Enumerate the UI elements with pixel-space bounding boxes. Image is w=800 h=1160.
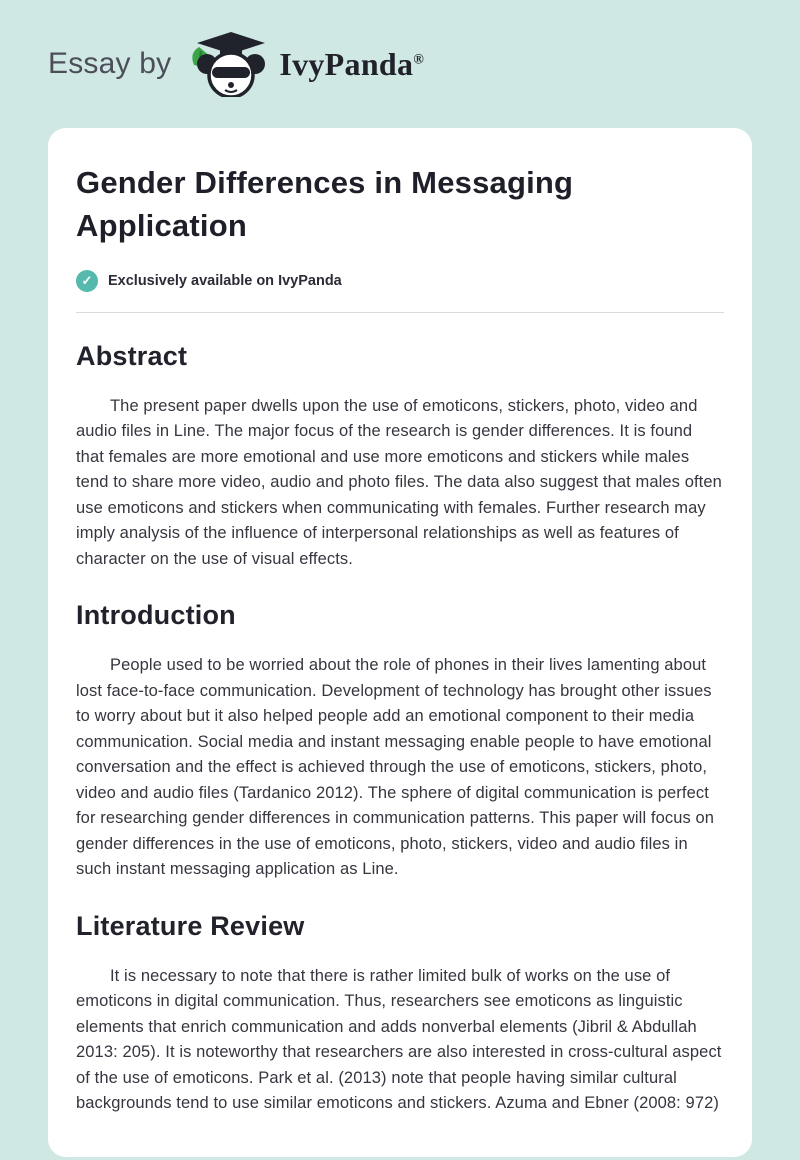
section-literature-review: [76, 911, 724, 1117]
ivypanda-logo: [187, 31, 424, 97]
section-heading-abstract: Abstract: [76, 340, 188, 371]
availability-badge-label: Exclusively available on IvyPanda: [108, 272, 342, 289]
registered-mark: ®: [413, 51, 425, 67]
abstract-paragraph: The present paper dwells upon the use of emoticons, stickers, photo, video and audio files in Line. The major focus of the research is gender differences. It is found that females are more emotional and use more emoticons and stickers while males tend to share more video, audio and photo files. The data also suggest that males often use emoticons and stickers when communicating with females. Further research may imply analysis of the influence of interpersonal relationships as well as features of character on the use of visual effects.: [76, 396, 722, 568]
checkmark-icon: ✓: [76, 270, 98, 292]
section-heading-literature-review: Literature Review: [76, 910, 305, 941]
essay-card: [48, 128, 752, 1157]
divider: [76, 312, 724, 313]
page-title: Gender Differences in Messaging Application: [76, 165, 574, 243]
site-header: [0, 0, 800, 128]
section-abstract: [76, 341, 724, 573]
literature-review-paragraph: It is necessary to note that there is rather limited bulk of works on the use of emoticons in digital communication. Thus, researchers see emoticons as linguistic elements that enrich communication and adds nonverbal elements (Jibril & Abdullah 2013: 205). It is noteworthy that researchers are also interested in cross-cultural aspect of the use of emoticons. Park et al. (2013) note that people having similar cultural backgrounds tend to use similar emoticons and stickers. Azuma and Ebner (2008: 972): [76, 966, 722, 1113]
header-prefix: Essay by: [48, 47, 172, 80]
availability-badge: [76, 270, 724, 292]
introduction-paragraph: People used to be worried about the role of phones in their lives lamenting about lost face-to-face communication. Development of technology has brought other issues to worry about but it also helped people add an emotional component to their media communication. Social media and instant messaging enable people to have emotional conversation and the effect is achieved through the use of emoticons, stickers, photo, video and audio files (Tardanico 2012). The sphere of digital communication is perfect for researching gender differences in communication patterns. This paper will focus on gender differences in the use of emoticons, photo, stickers, video and audio files in such instant messaging application as Line.: [76, 656, 715, 879]
panda-mascot-icon: [187, 31, 269, 97]
brand-name: IvyPanda®: [279, 45, 425, 82]
section-introduction: [76, 600, 724, 883]
section-heading-introduction: Introduction: [76, 600, 236, 631]
